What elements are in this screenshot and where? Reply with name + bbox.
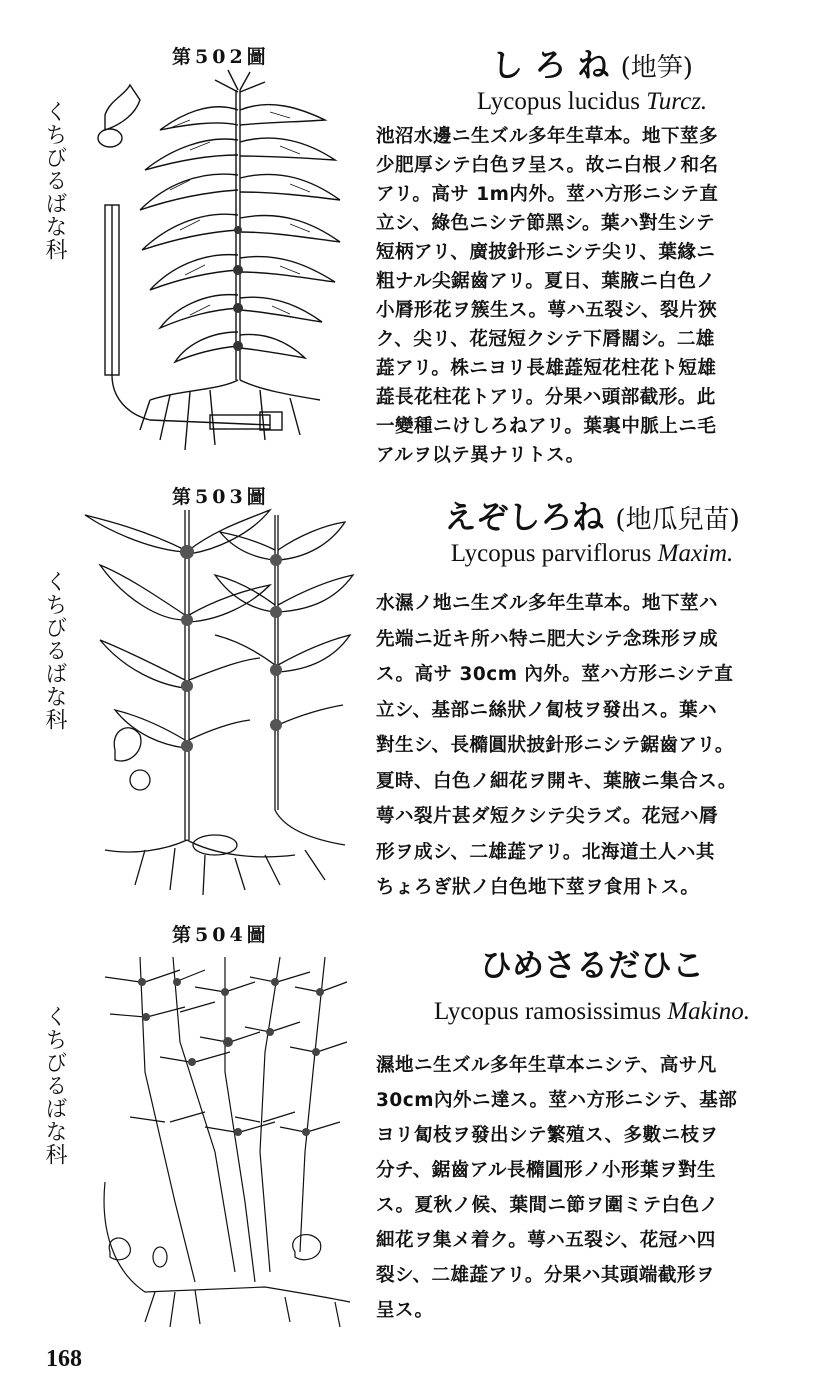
entry-503 bbox=[0, 470, 840, 910]
description-line: 短柄アリ、廣披針形ニシテ尖リ、葉緣ニ bbox=[376, 242, 716, 263]
figure-label: 第502圖 bbox=[172, 46, 270, 68]
family-label: くちびるばな科 bbox=[42, 1005, 67, 1166]
description-line: 先端ニ近キ所ハ特ニ肥大シテ念珠形ヲ成 bbox=[376, 628, 719, 650]
description-line: 立シ、基部ニ絲狀ノ匐枝ヲ發出ス。葉ハ bbox=[376, 699, 718, 721]
description-line: 裂シ、二雄蕋アリ。分果ハ其頭端截形ヲ bbox=[376, 1265, 715, 1286]
genus-species: Lycopus ramosissimus bbox=[434, 998, 662, 1025]
description-line: ちょろぎ狀ノ白色地下莖ヲ食用トス。 bbox=[376, 877, 700, 898]
description-line: 池沼水邊ニ生ズル多年生草本。地下莖多 bbox=[376, 126, 719, 147]
japanese-name-title bbox=[372, 40, 812, 86]
lycopus-lucidus-plant-illustration bbox=[90, 70, 350, 460]
genus-species: Lycopus lucidus bbox=[476, 88, 641, 115]
description-line: アルヲ以テ異ナリトス。 bbox=[376, 445, 585, 466]
description-line: 分チ、鋸齒アル長橢圓形ノ小形葉ヲ對生 bbox=[376, 1160, 716, 1181]
author: Makino. bbox=[667, 998, 750, 1025]
description-line: 呈ス。 bbox=[376, 1300, 434, 1321]
description-line: ク、尖リ、花冠短クシテ下脣闊シ。二雄 bbox=[376, 329, 715, 350]
chinese-name: (地瓜兒苗) bbox=[615, 505, 740, 535]
description-line: 立シ、綠色ニシテ節黑シ。葉ハ對生シテ bbox=[376, 213, 716, 234]
description-line: 蕋アリ。株ニヨリ長雄蕋短花柱花ト短雄 bbox=[376, 358, 717, 379]
description-line: 30cm內外ニ達ス。莖ハ方形ニシテ、基部 bbox=[376, 1090, 738, 1111]
description bbox=[376, 586, 796, 906]
description-line: 對生シ、長橢圓狀披針形ニシテ鋸齒アリ。 bbox=[376, 735, 734, 756]
figure-label: 第504圖 bbox=[172, 924, 270, 946]
description-line: アリ。高サ 1m内外。莖ハ方形ニシテ直 bbox=[376, 184, 719, 205]
japanese-name-title bbox=[372, 940, 812, 986]
description-line: 小脣形花ヲ簇生ス。萼ハ五裂シ、裂片狹 bbox=[376, 300, 718, 321]
family-label: くちびるばな科 bbox=[42, 570, 67, 731]
lycopus-ramosissimus-plant-illustration bbox=[85, 952, 355, 1342]
description-line: ス。夏秋ノ候、葉間ニ節ヲ圍ミテ白色ノ bbox=[376, 1195, 719, 1216]
japanese-name: えぞしろね bbox=[444, 498, 605, 536]
description-line: 形ヲ成シ、二雄蕋アリ。北海道土人ハ其 bbox=[376, 841, 715, 863]
family-label: くちびるばな科 bbox=[42, 100, 67, 261]
description-line: 濕地ニ生ズル多年生草本ニシテ、高サ凡 bbox=[376, 1055, 717, 1076]
scientific-name bbox=[372, 540, 812, 568]
figure-label: 第503圖 bbox=[172, 486, 270, 508]
description-line: 萼ハ裂片甚ダ短クシテ尖ラズ。花冠ハ脣 bbox=[376, 806, 719, 827]
genus-species: Lycopus parviflorus bbox=[450, 540, 652, 567]
description-line: 粗ナル尖鋸齒アリ。夏日、葉腋ニ白色ノ bbox=[376, 271, 716, 292]
description-line: 少肥厚シテ白色ヲ呈ス。故ニ白根ノ和名 bbox=[376, 155, 719, 176]
lycopus-parviflorus-plant-illustration bbox=[85, 510, 365, 900]
description-line: 一變種ニけしろねアリ。葉裏中脈上ニ毛 bbox=[376, 416, 717, 437]
scientific-name bbox=[372, 998, 812, 1026]
entry-502 bbox=[0, 0, 840, 470]
description bbox=[376, 1048, 796, 1328]
japanese-name: し ろ ね bbox=[491, 46, 610, 84]
chinese-name: (地笋) bbox=[620, 53, 693, 83]
description-line: 水濕ノ地ニ生ズル多年生草本。地下莖ハ bbox=[376, 593, 719, 614]
description bbox=[376, 122, 796, 470]
author: Maxim. bbox=[657, 540, 734, 567]
scientific-name bbox=[372, 88, 812, 116]
entry-504 bbox=[0, 910, 840, 1350]
description-line: 細花ヲ集メ着ク。萼ハ五裂シ、花冠ハ四 bbox=[376, 1230, 716, 1251]
description-line: 夏時、白色ノ細花ヲ開キ、葉腋ニ集合ス。 bbox=[376, 770, 737, 792]
description-line: ヨリ匐枝ヲ發出シテ繁殖ス、多數ニ枝ヲ bbox=[376, 1125, 719, 1146]
description-line: ス。高サ 30cm 內外。莖ハ方形ニシテ直 bbox=[376, 664, 734, 685]
page-number: 168 bbox=[46, 1346, 82, 1372]
description-line: 蕋長花柱花トアリ。分果ハ頭部截形。此 bbox=[376, 387, 716, 408]
japanese-name-title bbox=[372, 492, 812, 538]
author: Turcz. bbox=[646, 88, 708, 115]
japanese-name: ひめさるだひこ bbox=[479, 946, 704, 984]
